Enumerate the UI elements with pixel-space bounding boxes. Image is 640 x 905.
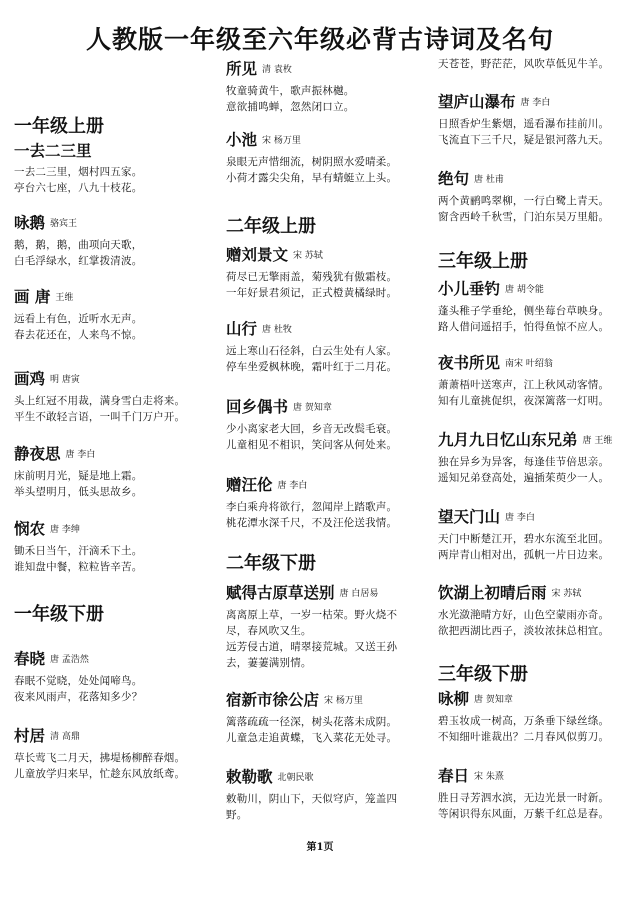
poem-lines xyxy=(438,116,636,148)
poem-line: 去，萋萋满别情。 xyxy=(226,656,312,669)
poem-line: 碧玉妆成一树高，万条垂下绿丝绦。 xyxy=(438,714,610,727)
poem-block xyxy=(226,768,424,823)
poem-line: 两岸青山相对出，孤帆一片日边来。 xyxy=(438,548,610,561)
poem-title: 回乡偶书 xyxy=(226,398,289,416)
poem-title: 小儿垂钓 xyxy=(438,280,501,298)
poem-lines xyxy=(226,83,424,115)
poem-block xyxy=(226,60,424,115)
poem-author: 唐 白居易 xyxy=(339,588,379,599)
poem-block xyxy=(438,508,636,563)
poem-line: 儿童放学归来早，忙趁东风放纸鸢。 xyxy=(14,767,186,780)
poem-line: 荷尽已无擎雨盖，菊残犹有傲霜枝。 xyxy=(226,270,398,283)
poem-block xyxy=(226,246,424,301)
poem-author: 宋 杨万里 xyxy=(324,695,363,706)
poem-title: 宿新市徐公店 xyxy=(226,691,320,709)
poem-author: 唐 胡令能 xyxy=(505,284,544,295)
poem-line: 天苍苍，野茫茫，风吹草低见牛羊。 xyxy=(438,58,610,70)
poem-block xyxy=(14,370,212,425)
poem-title: 九月九日忆山东兄弟 xyxy=(438,431,578,449)
poem-title-row xyxy=(438,93,636,112)
page-title: 人教版一年级至六年级必背古诗词及名句 xyxy=(85,25,554,54)
poem-line: 野。 xyxy=(226,808,248,821)
poem-title-row xyxy=(226,320,424,339)
poem-block xyxy=(226,320,424,375)
poem-lines xyxy=(226,154,424,186)
poem-line: 泉眼无声惜细流，树阴照水爱晴柔。 xyxy=(226,155,398,168)
poem-author: 唐 李绅 xyxy=(50,524,80,535)
poem-title-row xyxy=(226,246,424,265)
poem-line: 遥知兄弟登高处，遍插茱萸少一人。 xyxy=(438,471,610,484)
poem-line: 春去花还在，人来鸟不惊。 xyxy=(14,328,143,341)
poem-line: 离离原上草，一岁一枯荣。野火烧不 xyxy=(226,608,398,621)
poem-line: 天门中断楚江开，碧水东流至北回。 xyxy=(438,532,610,545)
poem-line: 草长莺飞二月天，拂堤杨柳醉春烟。 xyxy=(14,751,186,764)
grade-section-heading: 三年级下册 xyxy=(438,664,528,685)
poem-author: 宋 苏轼 xyxy=(293,250,323,261)
poem-title-row xyxy=(226,60,424,79)
poem-block xyxy=(14,288,212,343)
poem-block xyxy=(226,131,424,186)
poem-line: 蓬头稚子学垂纶，侧坐莓台草映身。 xyxy=(438,304,610,317)
poem-title: 咏柳 xyxy=(438,690,470,708)
poem-lines xyxy=(226,499,424,531)
poem-title: 画 唐 xyxy=(14,288,51,306)
poem-line: 锄禾日当午，汗滴禾下土。 xyxy=(14,544,143,557)
poem-title-row xyxy=(438,354,636,373)
poem-line: 窗含西岭千秋雪，门泊东吴万里船。 xyxy=(438,210,610,223)
poem-line: 篱落疏疏一径深，树头花落未成阴。 xyxy=(226,715,398,728)
poem-lines xyxy=(438,193,636,225)
poem-lines xyxy=(226,343,424,375)
poem-block xyxy=(14,142,212,196)
poem-line: 床前明月光，疑是地上霜。 xyxy=(14,469,143,482)
poem-line: 远上寒山石径斜，白云生处有人家。 xyxy=(226,344,398,357)
poem-title: 静夜思 xyxy=(14,445,61,463)
poem-line: 一年好景君须记，正式橙黄橘绿时。 xyxy=(226,286,398,299)
poem-lines xyxy=(438,790,636,822)
grade-section-heading: 二年级下册 xyxy=(226,553,316,574)
poem-title: 饮湖上初晴后雨 xyxy=(438,584,547,602)
poem-lines xyxy=(226,269,424,301)
poem-line: 李白乘舟将欲行，忽闻岸上踏歌声。 xyxy=(226,500,398,513)
poem-title: 敕勒歌 xyxy=(226,768,273,786)
poem-title: 春晓 xyxy=(14,650,46,668)
poem-line: 萧萧梧叶送寒声，江上秋风动客情。 xyxy=(438,378,610,391)
poem-block xyxy=(438,170,636,225)
poem-title: 一去二三里 xyxy=(14,142,92,160)
poem-line: 尽，春风吹又生。 xyxy=(226,624,312,637)
poem-title-row xyxy=(226,398,424,417)
poem-lines xyxy=(226,421,424,453)
poem-lines xyxy=(226,607,424,671)
poem-line: 等闲识得东风面，万紫千红总是春。 xyxy=(438,807,610,820)
poem-line: 意欲捕鸣蝉，忽然闭口立。 xyxy=(226,100,355,113)
poem-title: 赠刘景文 xyxy=(226,246,289,264)
poem-block xyxy=(438,354,636,409)
poem-line: 不知细叶谁裁出？二月春风似剪刀。 xyxy=(438,730,610,743)
poem-title: 小池 xyxy=(226,131,258,149)
poem-lines xyxy=(14,750,212,782)
poem-line: 举头望明月，低头思故乡。 xyxy=(14,485,143,498)
poem-author: 宋 苏轼 xyxy=(551,588,582,599)
poem-line: 远芳侵古道，晴翠接荒城。又送王孙 xyxy=(226,640,398,653)
poem-title-row xyxy=(438,690,636,709)
poem-title: 望天门山 xyxy=(438,508,501,526)
poem-lines xyxy=(438,454,636,486)
poem-author: 唐 杜牧 xyxy=(262,324,292,335)
poem-title-row xyxy=(14,288,212,307)
poem-author: 唐 李白 xyxy=(65,449,96,460)
poem-author: 宋 杨万里 xyxy=(262,135,301,146)
poem-line: 头上红冠不用裁，满身雪白走将来。 xyxy=(14,394,186,407)
poem-block xyxy=(14,520,212,575)
poem-title: 望庐山瀑布 xyxy=(438,93,516,111)
poem-lines xyxy=(14,543,212,575)
poem-lines xyxy=(14,393,212,425)
poem-title-row xyxy=(226,768,424,787)
poem-title-row xyxy=(438,431,636,450)
poem-block xyxy=(226,691,424,746)
poem-line: 日照香炉生紫烟，遥看瀑布挂前川。 xyxy=(438,117,610,130)
poem-line: 胜日寻芳泗水滨，无边光景一时新。 xyxy=(438,791,610,804)
poem-author: 王维 xyxy=(55,292,74,303)
poem-block xyxy=(438,767,636,822)
poem-continuation xyxy=(438,56,636,72)
poem-line: 远看上有色，近听水无声。 xyxy=(14,312,143,325)
page-number: 第1页 xyxy=(306,842,334,853)
poem-title: 悯农 xyxy=(14,520,46,538)
poem-title: 画鸡 xyxy=(14,370,46,388)
poem-title-row xyxy=(14,727,212,746)
poem-line: 平生不敢轻言语，一叫千门万户开。 xyxy=(14,410,186,423)
poem-lines xyxy=(14,468,212,500)
poem-lines xyxy=(226,714,424,746)
poem-line: 两个黄鹂鸣翠柳，一行白鹭上青天。 xyxy=(438,194,610,207)
poem-title: 咏鹅 xyxy=(14,214,46,232)
poem-line: 少小离家老大回，乡音无改鬓毛衰。 xyxy=(226,422,398,435)
poem-block xyxy=(438,431,636,486)
poem-block xyxy=(14,727,212,782)
poem-author: 明 唐寅 xyxy=(50,374,80,385)
poem-title-row xyxy=(14,214,212,233)
poem-author: 唐 贺知章 xyxy=(474,694,513,705)
poem-block xyxy=(14,445,212,500)
poem-author: 宋 朱熹 xyxy=(474,771,504,782)
poem-lines xyxy=(14,237,212,269)
poem-block xyxy=(14,650,212,705)
poem-lines xyxy=(438,607,636,639)
poem-line: 停车坐爱枫林晚，霜叶红于二月花。 xyxy=(226,360,398,373)
poem-line: 欲把西湖比西子，淡妆浓抹总相宜。 xyxy=(438,624,610,637)
poem-line: 水光潋滟晴方好，山色空蒙雨亦奇。 xyxy=(438,608,610,621)
grade-section-heading: 二年级上册 xyxy=(226,216,316,237)
poem-title-row xyxy=(14,520,212,539)
poem-author: 南宋 叶绍翁 xyxy=(505,358,553,369)
poem-title-row xyxy=(438,508,636,527)
poem-title-row xyxy=(14,142,212,160)
poem-author: 唐 李白 xyxy=(277,480,308,491)
poem-title-row xyxy=(438,170,636,189)
poem-lines xyxy=(226,791,424,823)
poem-title-row xyxy=(226,476,424,495)
poem-lines xyxy=(14,311,212,343)
poem-lines xyxy=(438,531,636,563)
poem-title: 村居 xyxy=(14,727,46,745)
poem-line: 桃花潭水深千尺，不及汪伦送我情。 xyxy=(226,516,398,529)
poem-title: 绝句 xyxy=(438,170,470,188)
poem-author: 唐 李白 xyxy=(520,97,551,108)
grade-section-heading: 一年级上册 xyxy=(14,116,104,137)
poem-title-row xyxy=(438,767,636,786)
poem-line: 谁知盘中餐，粒粒皆辛苦。 xyxy=(14,560,143,573)
poem-line: 儿童急走追黄蝶，飞入菜花无处寻。 xyxy=(226,731,398,744)
poem-line: 白毛浮绿水，红掌拨清波。 xyxy=(14,254,143,267)
poem-block xyxy=(14,214,212,269)
poem-line: 路人借问遥招手，怕得鱼惊不应人。 xyxy=(438,320,610,333)
poem-title: 赠汪伦 xyxy=(226,476,273,494)
poem-line: 牧童骑黄牛，歌声振林樾。 xyxy=(226,84,355,97)
poem-author: 清 高鼎 xyxy=(50,731,80,742)
poem-line: 春眠不觉晓，处处闻啼鸟。 xyxy=(14,674,143,687)
poem-author: 唐 贺知章 xyxy=(293,402,332,413)
poem-title-row xyxy=(226,691,424,710)
poem-author: 唐 王维 xyxy=(582,435,613,446)
poem-lines xyxy=(438,56,636,72)
poem-lines xyxy=(438,303,636,335)
poem-author: 唐 杜甫 xyxy=(474,174,504,185)
poem-block xyxy=(226,584,424,671)
poem-title-row xyxy=(14,650,212,669)
poem-title-row xyxy=(14,370,212,389)
grade-section-heading: 三年级上册 xyxy=(438,251,528,272)
poem-author: 唐 李白 xyxy=(505,512,535,523)
poem-line: 知有儿童挑促织，夜深篱落一灯明。 xyxy=(438,394,610,407)
poem-lines xyxy=(438,377,636,409)
poem-block xyxy=(438,690,636,745)
poem-title: 夜书所见 xyxy=(438,354,501,372)
poem-block xyxy=(438,280,636,335)
poem-title-row xyxy=(226,584,424,603)
poem-author: 清 袁枚 xyxy=(262,64,292,75)
poem-title-row xyxy=(226,131,424,150)
poem-title-row xyxy=(438,280,636,299)
poem-author: 唐 孟浩然 xyxy=(50,654,89,665)
poem-title: 山行 xyxy=(226,320,258,338)
poem-title-row xyxy=(14,445,212,464)
poem-lines xyxy=(14,164,212,196)
poem-block xyxy=(438,584,636,639)
poem-line: 一去二三里，烟村四五家。 xyxy=(14,166,143,178)
poem-block xyxy=(226,476,424,531)
poem-title: 所见 xyxy=(226,60,258,78)
poem-line: 亭台六七座，八九十枝花。 xyxy=(14,182,143,194)
poem-title-row xyxy=(438,584,636,603)
poem-line: 儿童相见不相识，笑问客从何处来。 xyxy=(226,438,398,451)
poem-title: 春日 xyxy=(438,767,470,785)
poem-block xyxy=(438,93,636,148)
poem-line: 飞流直下三千尺，疑是银河落九天。 xyxy=(438,133,610,146)
poem-lines xyxy=(14,673,212,705)
poem-author: 骆宾王 xyxy=(50,218,78,229)
poem-line: 小荷才露尖尖角，早有蜻蜓立上头。 xyxy=(226,171,398,184)
poem-line: 敕勒川，阴山下，天似穹庐，笼盖四 xyxy=(226,792,398,805)
poem-block xyxy=(226,398,424,453)
poem-line: 鹅，鹅，鹅，曲项向天歌， xyxy=(14,238,143,251)
poem-title: 赋得古原草送别 xyxy=(226,584,335,602)
poem-lines xyxy=(438,713,636,745)
grade-section-heading: 一年级下册 xyxy=(14,604,104,625)
poem-author: 北朝民歌 xyxy=(277,772,314,783)
poem-line: 夜来风雨声，花落知多少？ xyxy=(14,690,143,703)
poem-line: 独在异乡为异客，每逢佳节倍思亲。 xyxy=(438,455,610,468)
